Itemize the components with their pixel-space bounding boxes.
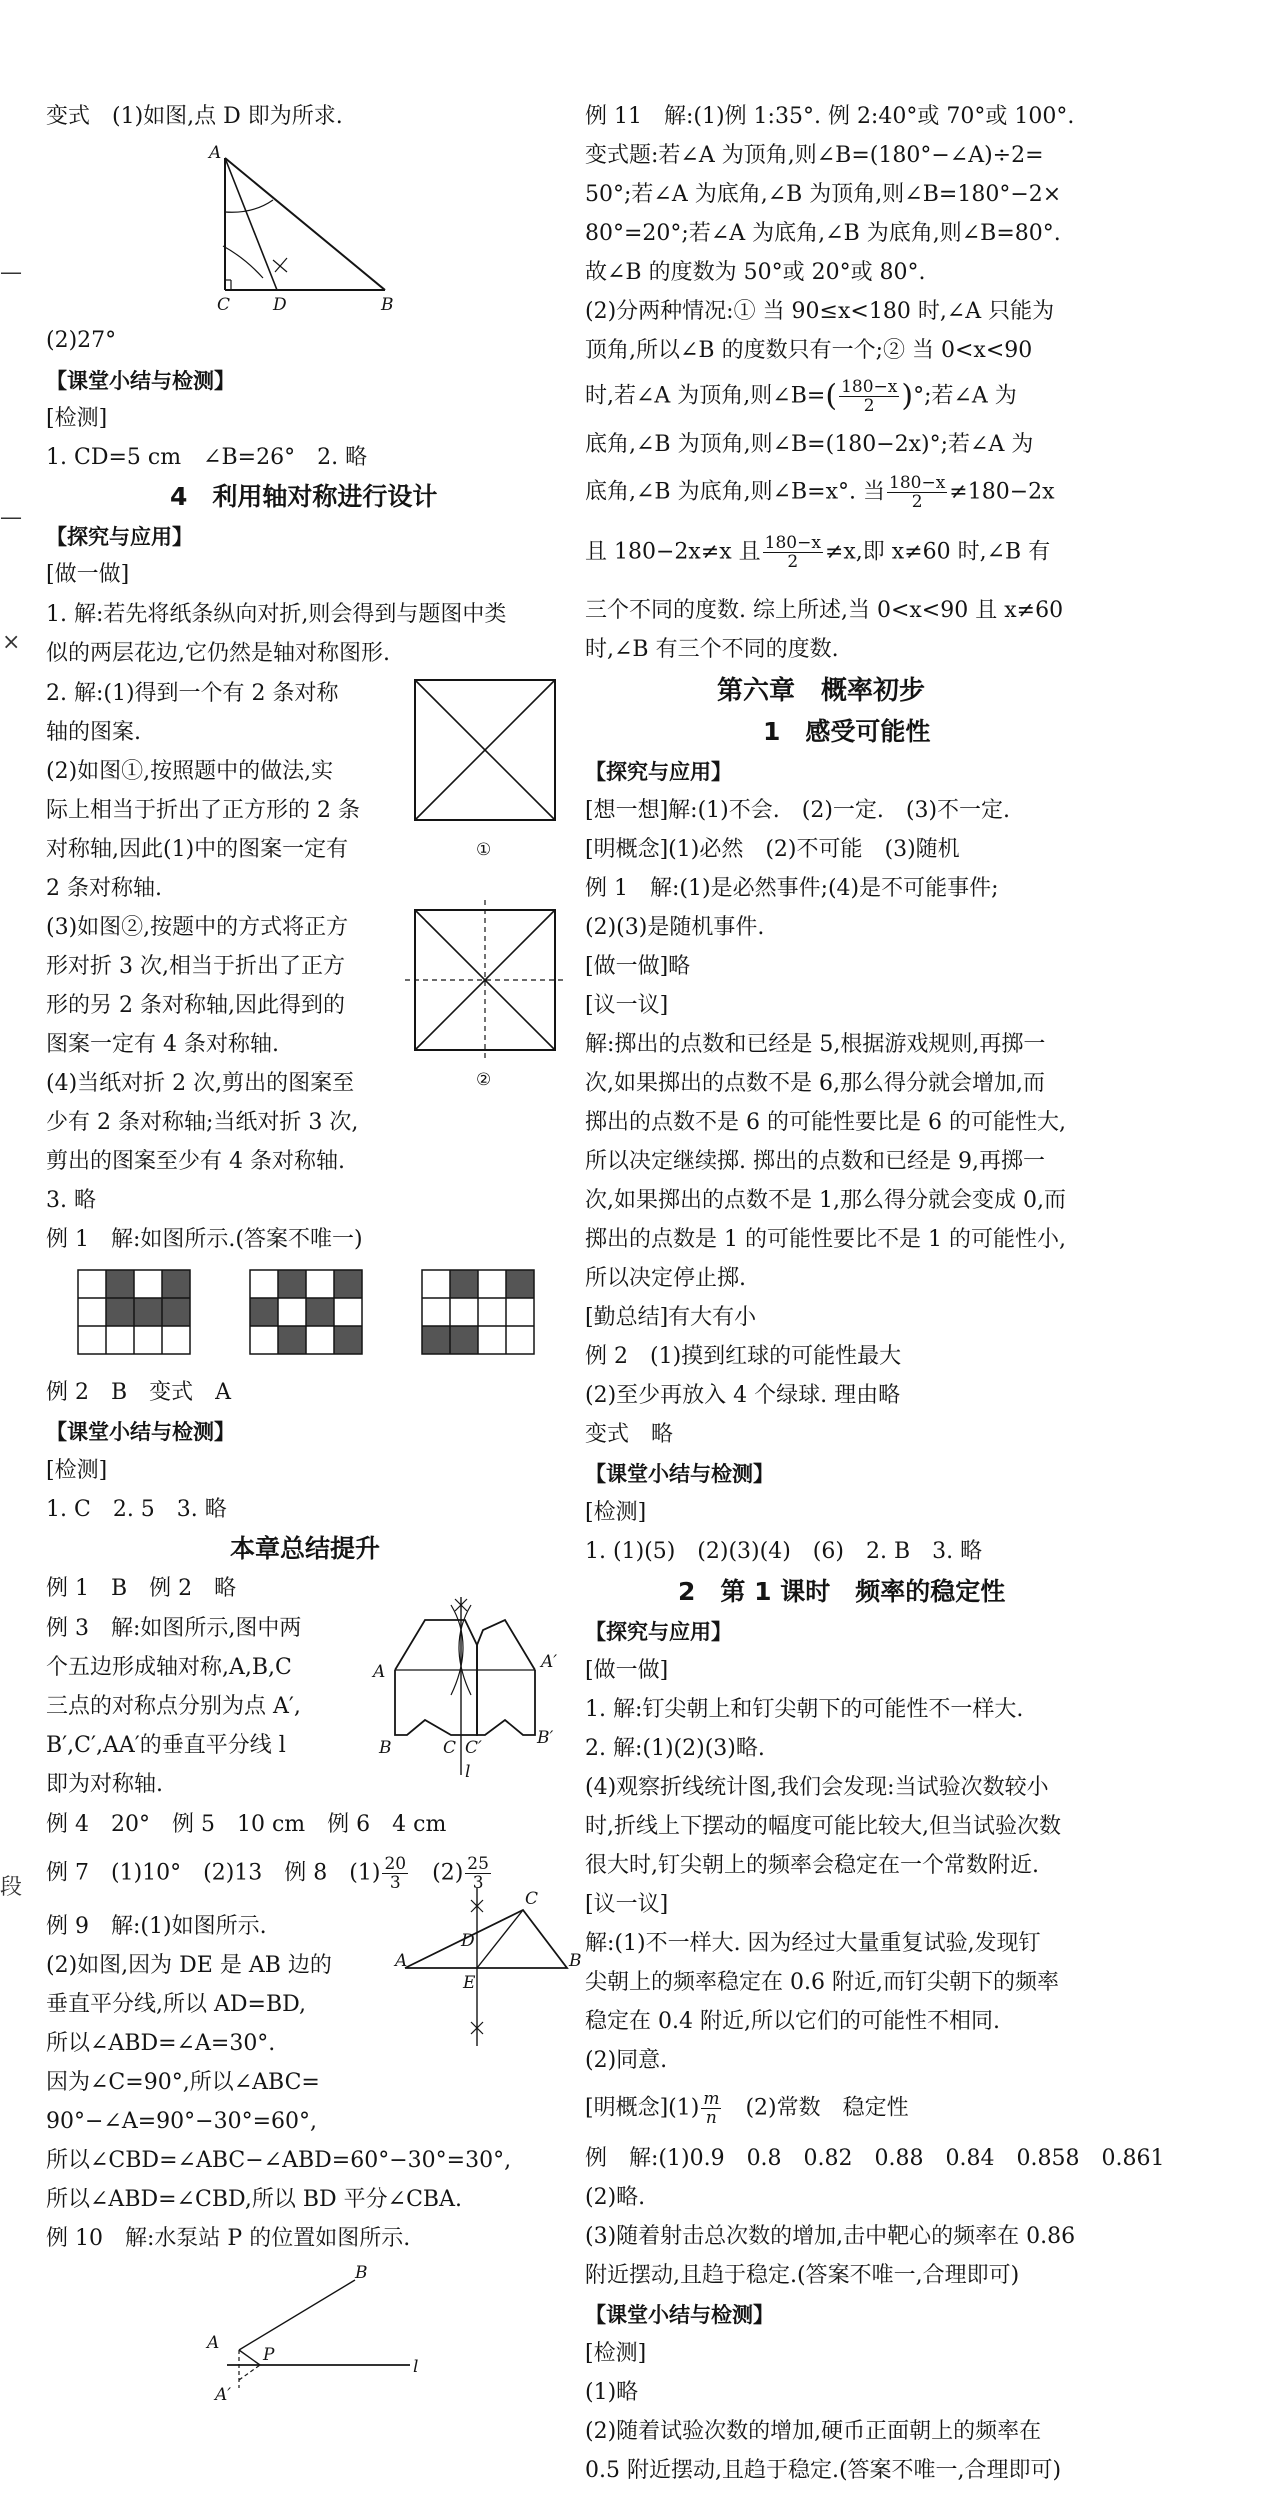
text-line: 所以决定停止掷. [585, 1266, 746, 1291]
text-line: 变式 (1)如图,点 D 即为所求. [46, 104, 343, 129]
text-line: 时,∠B 有三个不同的度数. [585, 637, 839, 662]
text-line: 因为∠C=90°,所以∠ABC= [46, 2070, 320, 2095]
text-line: [议一议] [585, 993, 669, 1018]
fraction-numerator: 180−x [764, 533, 821, 553]
text-line: [议一议] [585, 1892, 669, 1917]
fraction-denominator: n [705, 2108, 717, 2128]
text-line: 少有 2 条对称轴;当纸对折 3 次, [46, 1110, 359, 1135]
text-line: 变式 略 [585, 1422, 674, 1447]
text-line: 掷出的点数是 1 的可能性要比不是 1 的可能性小, [585, 1227, 1066, 1252]
text-line: [检测] [585, 2341, 647, 2366]
grid-pattern-2 [250, 1262, 390, 1362]
text-line: 尖朝上的频率稳定在 0.6 附近,而钉尖朝下的频率 [585, 1970, 1059, 1995]
vertex-a-label: A [209, 143, 222, 163]
square-figure-2 [400, 895, 570, 1105]
text-line: 2 条对称轴. [46, 876, 162, 901]
fraction-denominator: 3 [472, 1873, 484, 1893]
text-line: (4)观察折线统计图,我们会发现:当试验次数较小 [585, 1775, 1049, 1800]
fraction-numerator: 180−x [841, 377, 898, 397]
text-line: 例 11 解:(1)例 1:35°. 例 2:40°或 70°或 100°. [585, 104, 1075, 129]
section-tag: 【课堂小结与检测】 [585, 1462, 774, 1486]
point-c-label: C [443, 1738, 457, 1758]
text-line: 时,折线上下摆动的幅度可能比较大,但当试验次数 [585, 1814, 1061, 1839]
text-line: 例 1 解:(1)是必然事件;(4)是不可能事件; [585, 876, 999, 901]
text-line: [检测] [46, 406, 108, 431]
fraction [839, 378, 899, 415]
fraction [701, 2090, 721, 2127]
point-p-label: P [263, 2345, 275, 2365]
text-segment: [明概念](1) [585, 2095, 700, 2121]
point-a-prime-label: A′ [541, 1652, 558, 1672]
text-line: 附近摆动,且趋于稳定.(答案不唯一,合理即可) [585, 2263, 1020, 2288]
text-line: 底角,∠B 为顶角,则∠B=(180−2x)°;若∠A 为 [585, 432, 1034, 457]
text-line: 三个不同的度数. 综上所述,当 0<x<90 且 x≠60 [585, 598, 1064, 623]
text-line: [做一做]略 [585, 954, 691, 979]
text-segment: °;若∠A 为 [913, 383, 1017, 409]
section-title: 1 感受可能性 [763, 717, 931, 746]
text-line: 似的两层花边,它仍然是轴对称图形. [46, 641, 390, 666]
text-line: (3)随着射击总次数的增加,击中靶心的频率在 0.86 [585, 2224, 1076, 2249]
text-line: 例 3 解:如图所示,图中两 [46, 1616, 302, 1641]
square-figure-1 [400, 665, 570, 875]
text-line: 顶角,所以∠B 的度数只有一个;② 当 0<x<90 [585, 338, 1033, 363]
grid-pattern-3 [422, 1262, 562, 1362]
text-line: 例 1 解:如图所示.(答案不唯一) [46, 1227, 363, 1252]
section-title: 2 第 1 课时 频率的稳定性 [678, 1577, 1006, 1606]
text-line: [检测] [585, 1500, 647, 1525]
figure-label: ② [476, 1070, 492, 1090]
text-line-fraction [585, 534, 1050, 571]
text-line-fraction [585, 2090, 909, 2127]
text-segment: (2)常数 稳定性 [723, 2095, 909, 2121]
point-b-label: B [569, 1951, 582, 1971]
fraction-numerator: m [703, 2089, 720, 2109]
text-line: 90°−∠A=90°−30°=60°, [46, 2109, 318, 2134]
fraction-denominator: 2 [863, 396, 875, 416]
text-line: [明概念](1)必然 (2)不可能 (3)随机 [585, 837, 960, 862]
text-line: 剪出的图案至少有 4 条对称轴. [46, 1149, 345, 1174]
text-line: 掷出的点数不是 6 的可能性要比是 6 的可能性大, [585, 1110, 1066, 1135]
text-line: 80°=20°;若∠A 为底角,∠B 为底角,则∠B=80°. [585, 221, 1061, 246]
text-line: 1. CD=5 cm ∠B=26° 2. 略 [46, 445, 368, 470]
point-b-prime-label: B′ [537, 1728, 554, 1748]
paren-open: ( [825, 378, 838, 414]
text-line: 故∠B 的度数为 50°或 20°或 80°. [585, 260, 926, 285]
section-tag: 【探究与应用】 [46, 525, 193, 549]
text-line: 即为对称轴. [46, 1772, 163, 1797]
text-line: 形的另 2 条对称轴,因此得到的 [46, 993, 345, 1018]
text-line: (2)略. [585, 2185, 646, 2210]
text-line: (2)如图①,按照题中的做法,实 [46, 759, 334, 784]
chapter-title: 第六章 概率初步 [717, 676, 926, 706]
margin-char: 段 [0, 1875, 23, 1900]
point-c-prime-label: C′ [465, 1738, 482, 1758]
text-line: 所以决定继续掷. 掷出的点数和已经是 9,再掷一 [585, 1149, 1045, 1174]
text-line: 形对折 3 次,相当于折出了正方 [46, 954, 345, 979]
text-line: (2)分两种情况:① 当 90≤x<180 时,∠A 只能为 [585, 299, 1055, 324]
fraction [763, 534, 823, 571]
paren-close: ) [901, 378, 914, 414]
text-segment: 底角,∠B 为底角,则∠B=x°. 当 [585, 479, 886, 505]
text-line: 解:掷出的点数和已经是 5,根据游戏规则,再掷一 [585, 1032, 1046, 1057]
point-c-label: C [525, 1889, 539, 1909]
text-line: 所以∠ABD=∠A=30°. [46, 2031, 276, 2056]
point-a-prime-label: A′ [215, 2385, 232, 2405]
text-line: 次,如果掷出的点数不是 1,那么得分就会变成 0,而 [585, 1188, 1066, 1213]
text-line: 例 10 解:水泵站 P 的位置如图所示. [46, 2226, 411, 2251]
text-line: [做一做] [585, 1658, 669, 1683]
point-a-label: A [207, 2333, 220, 2353]
section-title: 4 利用轴对称进行设计 [170, 482, 438, 511]
fraction-denominator: 3 [389, 1873, 401, 1893]
text-line: 0.5 附近摆动,且趋于稳定.(答案不唯一,合理即可) [585, 2458, 1062, 2483]
text-line: 1. 解:若先将纸条纵向对折,则会得到与题图中类 [46, 602, 507, 627]
text-line: 例 9 解:(1)如图所示. [46, 1914, 267, 1939]
text-line: 2. 解:(1)得到一个有 2 条对称 [46, 681, 339, 706]
line-l-label: l [413, 2357, 419, 2377]
text-line: (2)随着试验次数的增加,硬币正面朝上的频率在 [585, 2419, 1042, 2444]
line-l-label: l [465, 1762, 471, 1782]
vertex-c-label: C [217, 295, 231, 315]
point-e-label: E [463, 1973, 476, 1993]
text-line: 很大时,钉尖朝上的频率会稳定在一个常数附近. [585, 1853, 1039, 1878]
text-line: 1. 解:钉尖朝上和钉尖朝下的可能性不一样大. [585, 1697, 1024, 1722]
text-line: 稳定在 0.4 附近,所以它们的可能性不相同. [585, 2009, 1000, 2034]
fraction [887, 474, 947, 511]
text-line: 垂直平分线,所以 AD=BD, [46, 1992, 306, 2017]
section-tag: 【课堂小结与检测】 [46, 369, 235, 393]
fraction-denominator: 2 [787, 552, 799, 572]
text-line: (2)(3)是随机事件. [585, 915, 765, 940]
pentagon-figure [365, 1585, 580, 1780]
text-line: [做一做] [46, 562, 130, 587]
section-title: 本章总结提升 [230, 1534, 381, 1563]
point-d-label: D [461, 1931, 475, 1951]
text-line-fraction [585, 474, 1055, 511]
text-line: (2)27° [46, 328, 117, 353]
text-line: 例 4 20° 例 5 10 cm 例 6 4 cm [46, 1812, 447, 1837]
text-line: 例 解:(1)0.9 0.8 0.82 0.88 0.84 0.858 0.861 [585, 2146, 1165, 2171]
text-segment: ≠x,即 x≠60 时,∠B 有 [824, 539, 1051, 565]
triangle-figure [195, 140, 415, 320]
vertex-d-label: D [273, 295, 287, 315]
text-segment: (2) [410, 1860, 464, 1886]
text-line: 所以∠CBD=∠ABC−∠ABD=60°−30°=30°, [46, 2148, 512, 2173]
vertex-b-label: B [381, 295, 394, 315]
point-b-label: B [379, 1738, 392, 1758]
margin-cross: × [2, 630, 21, 655]
text-line: 次,如果掷出的点数不是 6,那么得分就会增加,而 [585, 1071, 1045, 1096]
text-line: (4)当纸对折 2 次,剪出的图案至 [46, 1071, 355, 1096]
text-segment: 时,若∠A 为顶角,则∠B= [585, 383, 826, 409]
point-b-label: B [355, 2263, 368, 2283]
section-tag: 【课堂小结与检测】 [585, 2303, 774, 2327]
text-line: (3)如图②,按题中的方式将正方 [46, 915, 349, 940]
text-line: 2. 解:(1)(2)(3)略. [585, 1736, 765, 1761]
text-line: (2)至少再放入 4 个绿球. 理由略 [585, 1383, 901, 1408]
text-segment: 且 180−2x≠x 且 [585, 539, 761, 565]
fraction-numerator: 20 [384, 1854, 407, 1874]
text-line: 1. C 2. 5 3. 略 [46, 1497, 227, 1522]
text-line: (2)如图,因为 DE 是 AB 边的 [46, 1953, 332, 1978]
text-line: 例 2 (1)摸到红球的可能性最大 [585, 1344, 902, 1369]
text-line: 个五边形成轴对称,A,B,C [46, 1655, 292, 1680]
margin-dash-mid: — [0, 505, 22, 530]
text-line: 际上相当于折出了正方形的 2 条 [46, 798, 360, 823]
text-line: 变式题:若∠A 为顶角,则∠B=(180°−∠A)÷2= [585, 143, 1044, 168]
text-line: 解:(1)不一样大. 因为经过大量重复试验,发现钉 [585, 1931, 1041, 1956]
figure-label: ① [476, 840, 492, 860]
text-line-fraction [585, 378, 1017, 415]
text-line: [检测] [46, 1458, 108, 1483]
text-line: (1)略 [585, 2380, 639, 2405]
fraction-numerator: 180−x [889, 473, 946, 493]
text-line: 1. (1)(5) (2)(3)(4) (6) 2. B 3. 略 [585, 1539, 983, 1564]
margin-dash-top: — [0, 260, 22, 285]
right-triangle-figure [395, 1882, 580, 2052]
section-tag: 【课堂小结与检测】 [46, 1420, 235, 1444]
text-line: 例 2 B 变式 A [46, 1380, 232, 1405]
section-tag: 【探究与应用】 [585, 1620, 732, 1644]
section-tag: 【探究与应用】 [585, 760, 732, 784]
text-line: 所以∠ABD=∠CBD,所以 BD 平分∠CBA. [46, 2187, 462, 2212]
text-line: (2)同意. [585, 2048, 668, 2073]
grid-pattern-1 [78, 1262, 218, 1362]
text-line: [想一想]解:(1)不会. (2)一定. (3)不一定. [585, 798, 1011, 823]
pump-station-figure [195, 2260, 435, 2420]
fraction-numerator: 25 [467, 1854, 489, 1874]
text-line: 3. 略 [46, 1188, 96, 1213]
text-line: 图案一定有 4 条对称轴. [46, 1032, 279, 1057]
text-line: 例 1 B 例 2 略 [46, 1576, 237, 1601]
text-segment: ≠180−2x [949, 479, 1055, 505]
text-line: [勤总结]有大有小 [585, 1305, 757, 1330]
text-segment: 例 7 (1)10° (2)13 例 8 (1) [46, 1860, 381, 1886]
point-a-label: A [395, 1951, 408, 1971]
text-line: 轴的图案. [46, 720, 141, 745]
text-line: 50°;若∠A 为底角,∠B 为顶角,则∠B=180°−2× [585, 182, 1062, 207]
text-line: 对称轴,因此(1)中的图案一定有 [46, 837, 349, 862]
point-a-label: A [373, 1662, 386, 1682]
text-line: B′,C′,AA′的垂直平分线 l [46, 1733, 286, 1758]
fraction-denominator: 2 [911, 492, 923, 512]
text-line: 三点的对称点分别为点 A′, [46, 1694, 301, 1719]
